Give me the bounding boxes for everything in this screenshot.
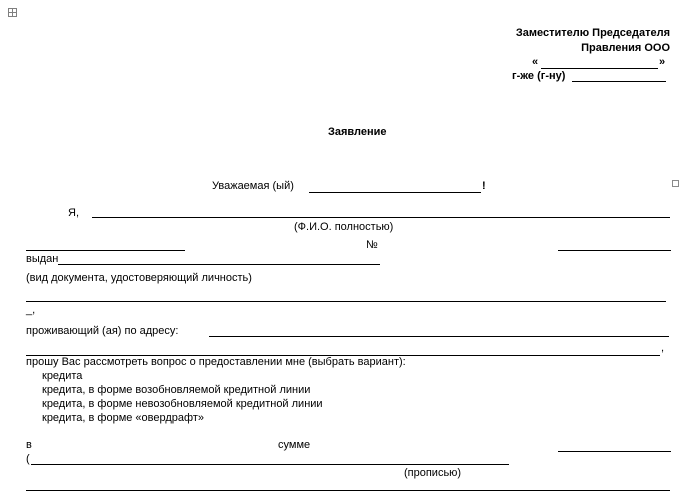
header-quote-close: »: [659, 56, 666, 68]
document-hint: (вид документа, удостоверяющий личность): [26, 272, 252, 284]
option-revolving-line[interactable]: кредита, в форме возобновляемой кредитной линии: [42, 384, 311, 396]
document-title: Заявление: [328, 126, 387, 138]
header-line-1: Заместителю Председателя: [515, 27, 670, 39]
header-line-2: Правления ООО: [581, 42, 670, 54]
i-label: Я,: [68, 207, 79, 219]
amount-words-field-2[interactable]: [26, 490, 670, 491]
address-label: проживающий (ая) по адресу:: [26, 325, 179, 337]
greeting-name-field[interactable]: [309, 192, 481, 193]
move-handle-icon[interactable]: [8, 8, 17, 17]
company-name-field[interactable]: [541, 68, 658, 69]
issued-label: выдан: [26, 253, 59, 265]
address-trail: ,: [661, 342, 665, 354]
in-label: в: [26, 439, 32, 451]
option-credit[interactable]: кредита: [42, 370, 83, 382]
document-number-field[interactable]: [558, 250, 671, 251]
checkbox-marker-icon: [672, 180, 679, 187]
number-sign: №: [366, 239, 378, 251]
address-field[interactable]: [209, 336, 669, 337]
issued-by-field[interactable]: [58, 264, 380, 265]
fio-field[interactable]: [92, 217, 670, 218]
words-hint: (прописью): [404, 467, 462, 479]
option-overdraft[interactable]: кредита, в форме «овердрафт»: [42, 412, 204, 424]
document-details-field[interactable]: [26, 301, 666, 302]
amount-number-field[interactable]: [558, 451, 671, 452]
recipient-name-field[interactable]: [572, 81, 666, 82]
document-type-field[interactable]: [26, 250, 185, 251]
greeting-label: Уважаемая (ый): [212, 180, 294, 192]
fio-hint: (Ф.И.О. полностью): [294, 221, 394, 233]
option-nonrevolving-line[interactable]: кредита, в форме невозобновляемой кредитной линии: [42, 398, 323, 410]
sum-label: сумме: [278, 439, 311, 451]
trail-mark: _,: [26, 304, 36, 316]
amount-words-field[interactable]: [31, 464, 509, 465]
header-quote-open: «: [532, 56, 539, 68]
paren-open: (: [26, 453, 30, 465]
request-text: прошу Вас рассмотреть вопрос о предоставлении мне (выбрать вариант):: [26, 356, 406, 368]
header-line-4: г-же (г-ну): [512, 70, 566, 82]
greeting-exclaim: !: [482, 180, 486, 192]
